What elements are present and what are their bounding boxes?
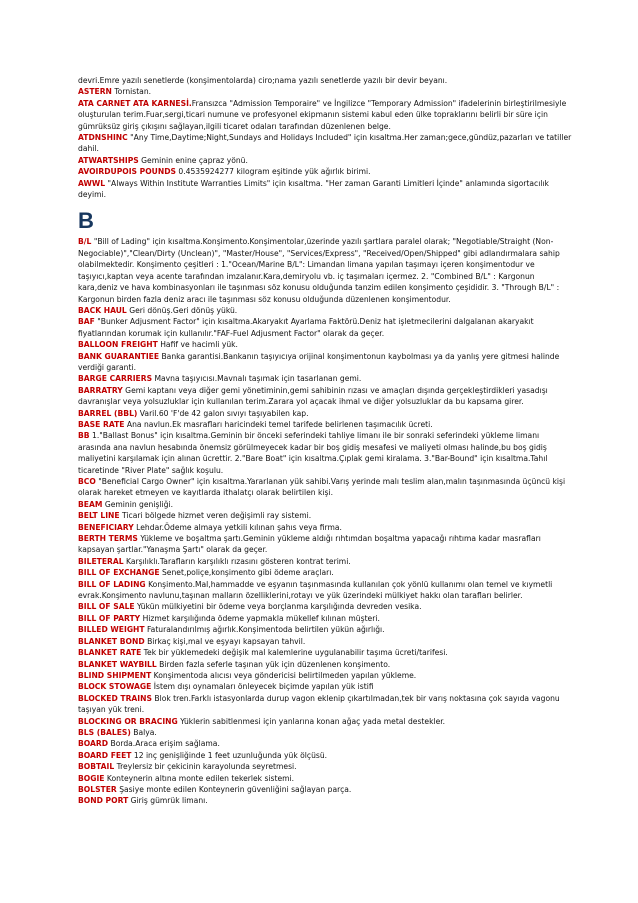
glossary-term: BILL OF LADING	[78, 579, 146, 589]
glossary-entry	[78, 556, 572, 567]
glossary-definition: Yükleme ve boşaltma şartı.Geminin yükleme aldığı rıhtımdan boşaltma yapacağı rıhtıma kadar masrafları kapsayan şartlar."Yanaşma Şartı" olarak da geçer.	[78, 534, 541, 555]
glossary-definition: İstem dışı oynamaları önleyecek biçimde yapılan yük istifi	[151, 682, 374, 692]
glossary-term: BILLED WEIGHT	[78, 625, 145, 635]
glossary-term: ATA CARNET ATA KARNESİ.	[78, 98, 192, 108]
glossary-term: ATDNSHINC	[78, 133, 128, 143]
glossary-entry	[78, 98, 572, 132]
glossary-entry	[78, 155, 572, 166]
glossary-term: BLANKET RATE	[78, 648, 142, 658]
glossary-term: BLOCKED TRAINS	[78, 693, 152, 703]
glossary-definition: Balya.	[130, 727, 157, 737]
glossary-term: BOARD FEET	[78, 750, 132, 760]
glossary-term: BOARD	[78, 739, 109, 749]
glossary-definition: Yükün mülkiyetini bir ödeme veya borçlanma karşılığında devreden vesika.	[134, 602, 422, 612]
glossary-term: BOBTAIL	[78, 762, 115, 772]
section-b	[78, 236, 572, 806]
glossary-term: BOLSTER	[78, 784, 117, 794]
glossary-term: BANK GUARANTIEE	[78, 351, 160, 361]
glossary-definition: Hizmet karşılığında ödeme yapmakla mükellef kılınan müşteri.	[140, 613, 380, 623]
glossary-entry	[78, 681, 572, 692]
glossary-term: AVOIRDUPOIS POUNDS	[78, 167, 176, 177]
glossary-term: AWWL	[78, 178, 106, 188]
glossary-term: BARGE CARRIERS	[78, 374, 153, 384]
glossary-definition: Giriş gümrük limanı.	[128, 796, 208, 806]
glossary-entry	[78, 385, 572, 408]
glossary-entry	[78, 761, 572, 772]
glossary-definition: Geri dönüş.Geri dönüş yükü.	[126, 305, 238, 315]
glossary-entry	[78, 670, 572, 681]
glossary-entry	[78, 510, 572, 521]
glossary-term: BAF	[78, 317, 95, 327]
glossary-entry	[78, 339, 572, 350]
glossary-definition: Geminin enine çapraz yönü.	[138, 155, 248, 165]
glossary-definition: Banka garantisi.Bankanın taşıyıcıya orijinal konşimentonun kaybolması ya da yanlış yere gitmesi halinde verdiği garanti.	[78, 351, 560, 372]
glossary-definition: Karşılıklı.Tarafların karşılıklı rızasını gösteren kontrat terimi.	[123, 556, 351, 566]
letter-heading: B	[78, 208, 94, 234]
glossary-entry	[78, 795, 572, 806]
glossary-term: ASTERN	[78, 87, 112, 97]
glossary-entry	[78, 305, 572, 316]
glossary-entry	[78, 178, 572, 201]
glossary-term: BLS (BALES)	[78, 727, 131, 737]
glossary-definition: Ticari bölgede hizmet veren değişimli ray sistemi.	[119, 511, 312, 521]
glossary-term: BARREL (BBL)	[78, 408, 138, 418]
glossary-term: B/L	[78, 237, 92, 247]
glossary-entry	[78, 716, 572, 727]
glossary-entry	[78, 773, 572, 784]
glossary-definition: "Any Time,Daytime;Night,Sundays and Holidays Included" için kısaltma.Her zaman;gece,gündüz,pazarları ve tatiller dahil.	[78, 133, 572, 154]
glossary-entry	[78, 419, 572, 430]
glossary-entry	[78, 408, 572, 419]
glossary-definition: Tornistan.	[111, 87, 152, 97]
glossary-entry	[78, 430, 572, 476]
glossary-definition: Yüklerin sabitlenmesi için yanlarına konan ağaç yada metal destekler.	[177, 716, 446, 726]
glossary-term: BLIND SHIPMENT	[78, 670, 152, 680]
glossary-definition: "Always Within Institute Warranties Limits" için kısaltma. "Her zaman Garanti Limitleri İçinde" anlamında sigortacılık deyimi.	[78, 178, 549, 200]
glossary-definition: Birden fazla seferle taşınan yük için düzenlenen konşimento.	[156, 659, 391, 669]
glossary-entry	[78, 727, 572, 738]
glossary-definition: "Bunker Adjusment Factor" için kısaltma.Akaryakıt Ayarlama Faktörü.Deniz hat işletmecilerini dalgalanan akaryakıt fiyatlarından korumak için kullanılır."FAF-Fuel Adjusment Factor" olarak da geçer.	[78, 317, 534, 338]
glossary-definition: Lehdar.Ödeme almaya yetkili kılınan şahıs veya firma.	[133, 522, 342, 532]
glossary-entry	[78, 373, 572, 384]
glossary-entry	[78, 784, 572, 795]
glossary-definition: 0.4535924277 kilogram eşitinde yük ağırlık birimi.	[175, 167, 371, 177]
glossary-definition: 1."Ballast Bonus" için kısaltma.Geminin bir önceki seferindeki tahliye limanı ile bir sonraki seferindeki yükleme limanı arasında ana navlun hesabında önemsiz görülmeyecek kadar bir boş gidiş mesafesi ve maliyeti olması halinde,bu boş gidiş maliyetini karşılamak için alınan ücrettir. 2."Bare Boat" için kısaltma.Çıplak gemi kiralama. 3."Bar-Bound" için kısaltma.Tahıl ticaretinde "River Plate" sağlık koşulu.	[78, 431, 548, 475]
glossary-entry	[78, 166, 572, 177]
glossary-term: BLANKET BOND	[78, 636, 145, 646]
glossary-term: BILL OF SALE	[78, 602, 135, 612]
glossary-definition: Fransızca "Admission Temporaire" ve İngilizce "Temporary Admission" ifadelerinin birleştirilmesiyle oluşturulan terim.Fuar,sergi,ticari numune ve profesyonel ekipmanın sistemi kabul eden ülke topraklarını belirli bir süre için gümrüksüz giriş çıkışını sağlayan,ilgili ticaret odaları tarafından düzenlenen belge.	[78, 98, 567, 131]
glossary-term: BOND PORT	[78, 796, 129, 806]
glossary-entry	[78, 533, 572, 556]
glossary-definition: Senet,poliçe,konşimento gibi ödeme araçları.	[159, 568, 334, 578]
glossary-term: BCO	[78, 477, 96, 486]
glossary-definition: 12 inç genişliğinde 1 feet uzunluğunda yük ölçüsü.	[131, 750, 328, 760]
glossary-term: BLOCKING OR BRACING	[78, 716, 178, 726]
glossary-term: BB	[78, 431, 90, 441]
glossary-entry	[78, 624, 572, 635]
glossary-definition: Konşimento.Mal,hammadde ve eşyanın taşınmasında kullanılan çok yönlü kullanımı olan temel ve kıymetli evrak.Konşimento navlunu,taşınan malların özelliklerini,rotayı ve yük üzerindeki mülkiyet hakkı olan tarafları belirler.	[78, 579, 553, 601]
glossary-entry	[78, 750, 572, 761]
glossary-term: BEAM	[78, 499, 103, 509]
glossary-term: BERTH TERMS	[78, 534, 138, 544]
glossary-entry	[78, 351, 572, 374]
glossary-entry	[78, 476, 572, 499]
glossary-definition: Geminin genişliği.	[102, 499, 173, 509]
glossary-term: BALLOON FREIGHT	[78, 340, 158, 350]
glossary-entry	[78, 316, 572, 339]
glossary-definition: Hafif ve hacimli yük.	[157, 340, 238, 350]
glossary-term: BELT LINE	[78, 511, 120, 521]
glossary-entry	[78, 601, 572, 612]
glossary-entry	[78, 499, 572, 510]
glossary-definition: Varil.60 'F'de 42 galon sıvıyı taşıyabilen kap.	[137, 408, 309, 418]
glossary-definition: Birkaç kişi,mal ve eşyayı kapsayan tahvil.	[144, 636, 306, 646]
section-a	[78, 75, 572, 200]
glossary-definition: "Bill of Lading" için kısaltma.Konşimento.Konşimentolar,üzerinde yazılı şartlara paralel olarak; "Negotiable/Straight (Non-Negociable)","Clean/Dirty (Unclean)", "Master/House", "Services/Express", "Received/Open/Shipped" gibi adlandırmalara sahip olabilmektedir. Konşimento çeşitleri : 1."Ocean/Marine B/L": Limandan limana yapılan taşımayı içeren konşimentodur ve taşıyıcı,kaptan veya acente tarafından imzalanır.Kara,demiryolu vb. iç taşımaları içermez. 2. "Combined B/L" : Kargonun kara,deniz ve hava kombinasyonları ile taşınması söz konusu olduğunda tanzim edilen konşimento çeşididir. 3. "Through B/L" : Kargonun birden fazla deniz aracı ile taşınması söz konusu olduğunda düzenlenen konşimentodur.	[78, 237, 560, 304]
glossary-definition: "Beneficial Cargo Owner" için kısaltma.Yararlanan yük sahibi.Varış yerinde malı teslim alan,malın taşınmasında üçüncü kişi olarak hareket etmeyen ve kayıtlarda ithalatçı olarak belirtilen kişi.	[78, 477, 566, 498]
glossary-entry	[78, 522, 572, 533]
glossary-term: BARRATRY	[78, 385, 123, 395]
glossary-entry	[78, 236, 572, 304]
glossary-definition: Şasiye monte edilen Konteynerin güvenliğini sağlayan parça.	[116, 784, 352, 794]
glossary-entry	[78, 75, 572, 86]
glossary-term: BLOCK STOWAGE	[78, 682, 152, 692]
glossary-entry	[78, 636, 572, 647]
glossary-entry	[78, 693, 572, 716]
glossary-entry	[78, 579, 572, 602]
glossary-definition: Konteynerin altına monte edilen tekerlek sistemi.	[104, 773, 295, 783]
glossary-definition: Borda.Araca erişim sağlama.	[108, 739, 220, 749]
glossary-term: BACK HAUL	[78, 305, 127, 315]
glossary-definition: Gemi kaptanı veya diğer gemi yönetiminin,gemi sahibinin rızası ve amaçları dışında gerçekleştirdikleri yasadışı davranışlar veya yolsuzluklar için kullanılan terim.Zarara yol açacak ihmal ve diğer yolsuzluklar da bu kapsama girer.	[78, 385, 548, 407]
glossary-entry	[78, 567, 572, 578]
glossary-term: BILETERAL	[78, 556, 124, 566]
glossary-term: BENEFICIARY	[78, 522, 134, 532]
glossary-definition: Treylersiz bir çekicinin karayolunda seyretmesi.	[114, 762, 297, 772]
glossary-definition: Faturalandırılmış ağırlık.Konşimentoda belirtilen yükün ağırlığı.	[144, 625, 385, 635]
glossary-definition: devri.Emre yazılı senetlerde (konşimentolarda) ciro;nama yazılı senetlerde yazılı bir devir beyanı.	[78, 76, 448, 85]
glossary-term: BLANKET WAYBILL	[78, 659, 157, 669]
glossary-entry	[78, 659, 572, 670]
glossary-definition: Konşimentoda alıcısı veya göndericisi belirtilmeden yapılan yükleme.	[151, 670, 417, 680]
glossary-entry	[78, 647, 572, 658]
glossary-term: ATWARTSHIPS	[78, 155, 139, 165]
glossary-entry	[78, 613, 572, 624]
glossary-page	[78, 75, 572, 807]
glossary-definition: Ana navlun.Ek masrafları haricindeki temel tarifede belirlenen taşımacılık ücreti.	[124, 419, 433, 429]
glossary-definition: Mavna taşıyıcısı.Mavnalı taşımak için tasarlanan gemi.	[152, 374, 362, 384]
glossary-term: BOGIE	[78, 773, 105, 783]
glossary-entry	[78, 86, 572, 97]
glossary-term: BILL OF PARTY	[78, 613, 141, 623]
glossary-definition: Tek bir yüklemedeki değişik mal kalemlerine uygulanabilir taşıma ücreti/tarifesi.	[141, 648, 448, 658]
glossary-definition: Blok tren.Farklı istasyonlarda durup vagon eklenip çıkartılmadan,tek bir varış noktasına çok sayıda vagonu taşıyan yük treni.	[78, 693, 560, 715]
glossary-entry	[78, 132, 572, 155]
glossary-term: BILL OF EXCHANGE	[78, 568, 160, 578]
glossary-entry	[78, 738, 572, 749]
glossary-term: BASE RATE	[78, 419, 125, 429]
